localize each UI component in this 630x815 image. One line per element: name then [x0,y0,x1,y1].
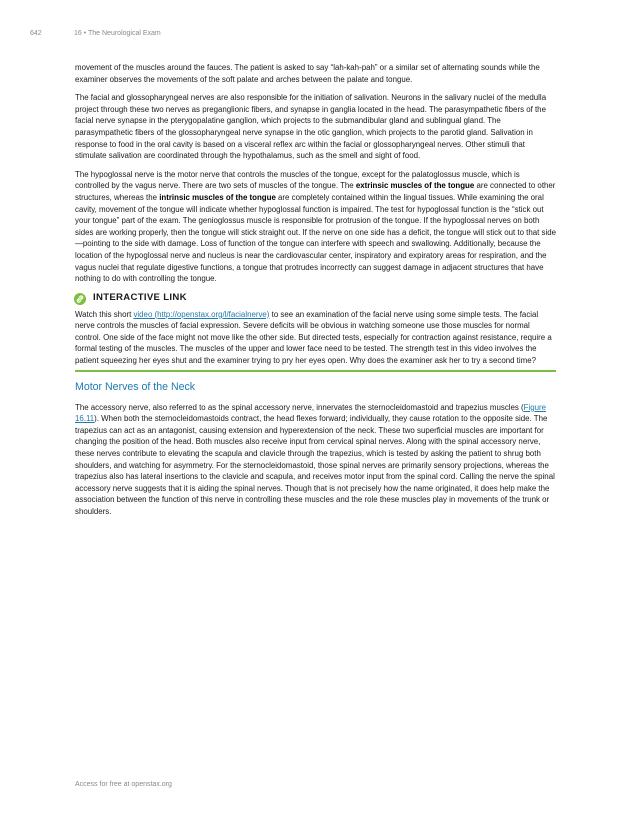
video-link[interactable]: video (http://openstax.org/l/facialnerve) [133,309,270,319]
paragraph-fauces: movement of the muscles around the fauces. The patient is asked to say “lah-kah-pah” or a similar set of alternating sounds while the examiner observes the movements of the soft palate and arches between the palate and tongue. [75,63,540,84]
figure-link[interactable]: Figure 16.11 [75,402,547,424]
page-number: 642 [30,30,42,37]
running-header [30,30,161,37]
interactive-link-header [75,292,556,304]
chapter-title: 16 • The Neurological Exam [74,30,161,37]
interactive-link-box [75,292,556,372]
paragraph-accessory-nerve: The accessory nerve, also referred to as the spinal accessory nerve, innervates the sternocleidomastoid and trapezius muscles (Figure 16.11). When both the sternocleidomastoids contract, the head flexes forward; individually, they cause rotation to the opposite side. The trapezius can act as an antagonist, causing extension and hyperextension of the neck. These two superficial muscles are important for changing the position of the head. Both muscles also receive input from cervical spinal nerves. Along with the spinal accessory nerve, these nerves contribute to elevating the scapula and clavicle through the trapezius, which is tested by asking the patient to shrug both shoulders, and watching for asymmetry. For the sternocleidomastoid, those spinal nerves are primarily sensory projections, whereas the trapezius also has lateral insertions to the clavicle and scapula, and receives motor input from the spinal cord. Calling the nerve the spinal accessory nerve suggests that it is aiding the spinal nerves. Though that is not precisely how the name originated, it does help make the association between the function of this nerve in controlling these muscles and the role these muscles play in movements of the trunk or shoulders. [75,402,555,516]
divider [75,370,556,372]
term-extrinsic-muscles: extrinsic muscles of the tongue [355,181,475,191]
term-intrinsic-muscles: intrinsic muscles of the tongue [159,192,276,202]
paragraph-salivation: The facial and glossopharyngeal nerves are also responsible for the initiation of salivation. Neurons in the salivary nuclei of the medulla project through these two nerves as preganglionic fibers, and synapse in ganglia located in the head. The parasympathetic fibers of the facial nerve synapse in the pterygopalatine ganglion, which projects to the submandibular gland and sublingual gland. The parasympathetic fibers of the glossopharyngeal nerve synapse in the otic ganglion, which projects to the parotid gland. Salivation in response to food in the oral cavity is based on a visceral reflex arc within the facial or glossopharyngeal nerves. Other stimuli that stimulate salivation are coordinated through the hypothalamus, such as the smell and sight of food. [75,93,547,161]
paragraph-hypoglossal: The hypoglossal nerve is the motor nerve that controls the muscles of the tongue, except for the palatoglossus muscle, which is controlled by the vagus nerve. There are two sets of muscles of the tongue. The extrinsic muscles of the tongue are connected to other structures, whereas the intrinsic muscles of the tongue are completely contained within the lingual tissues. While examining the oral cavity, movement of the tongue will indicate whether hypoglossal function is impaired. The test for hypoglossal function is the “stick out your tongue” part of the exam. The genioglossus muscle is responsible for protrusion of the tongue. If the hypoglossal nerves on both sides are working properly, then the tongue will stick straight out. If the nerve on one side has a deficit, the tongue will stick out to that side—pointing to the side with damage. Loss of function of the tongue can interfere with speech and swallowing. Additionally, because the location of the hypoglossal nerve and nucleus is near the cardiovascular center, inspiratory and expiratory areas for respiration, and the vagus nuclei that regulate digestive functions, a tongue that protrudes incorrectly can suggest damage in adjacent structures that have nothing to do with controlling the tongue. [75,169,557,284]
interactive-link-text: Watch this short video (http://openstax.org/l/facialnerve) to see an examination of the facial nerve using some simple tests. The facial nerve controls the muscles of facial expression. Severe deficits will be obvious in watching someone use those muscles for normal control. One side of the face might not move like the other side. But directed tests, especially for contraction against resistance, require a formal testing of the muscles. The muscles of the upper and lower face need to be tested. The strength test in this video involves the patient squeezing her eyes shut and the examiner trying to pry her eyes open. Why does the examiner ask her to try a second time? [75,309,552,366]
interactive-link-title: INTERACTIVE LINK [93,292,187,304]
link-icon [74,292,86,304]
page-content [75,62,556,525]
section-heading: Motor Nerves of the Neck [75,380,196,393]
page-footer: Access for free at openstax.org [75,781,172,788]
